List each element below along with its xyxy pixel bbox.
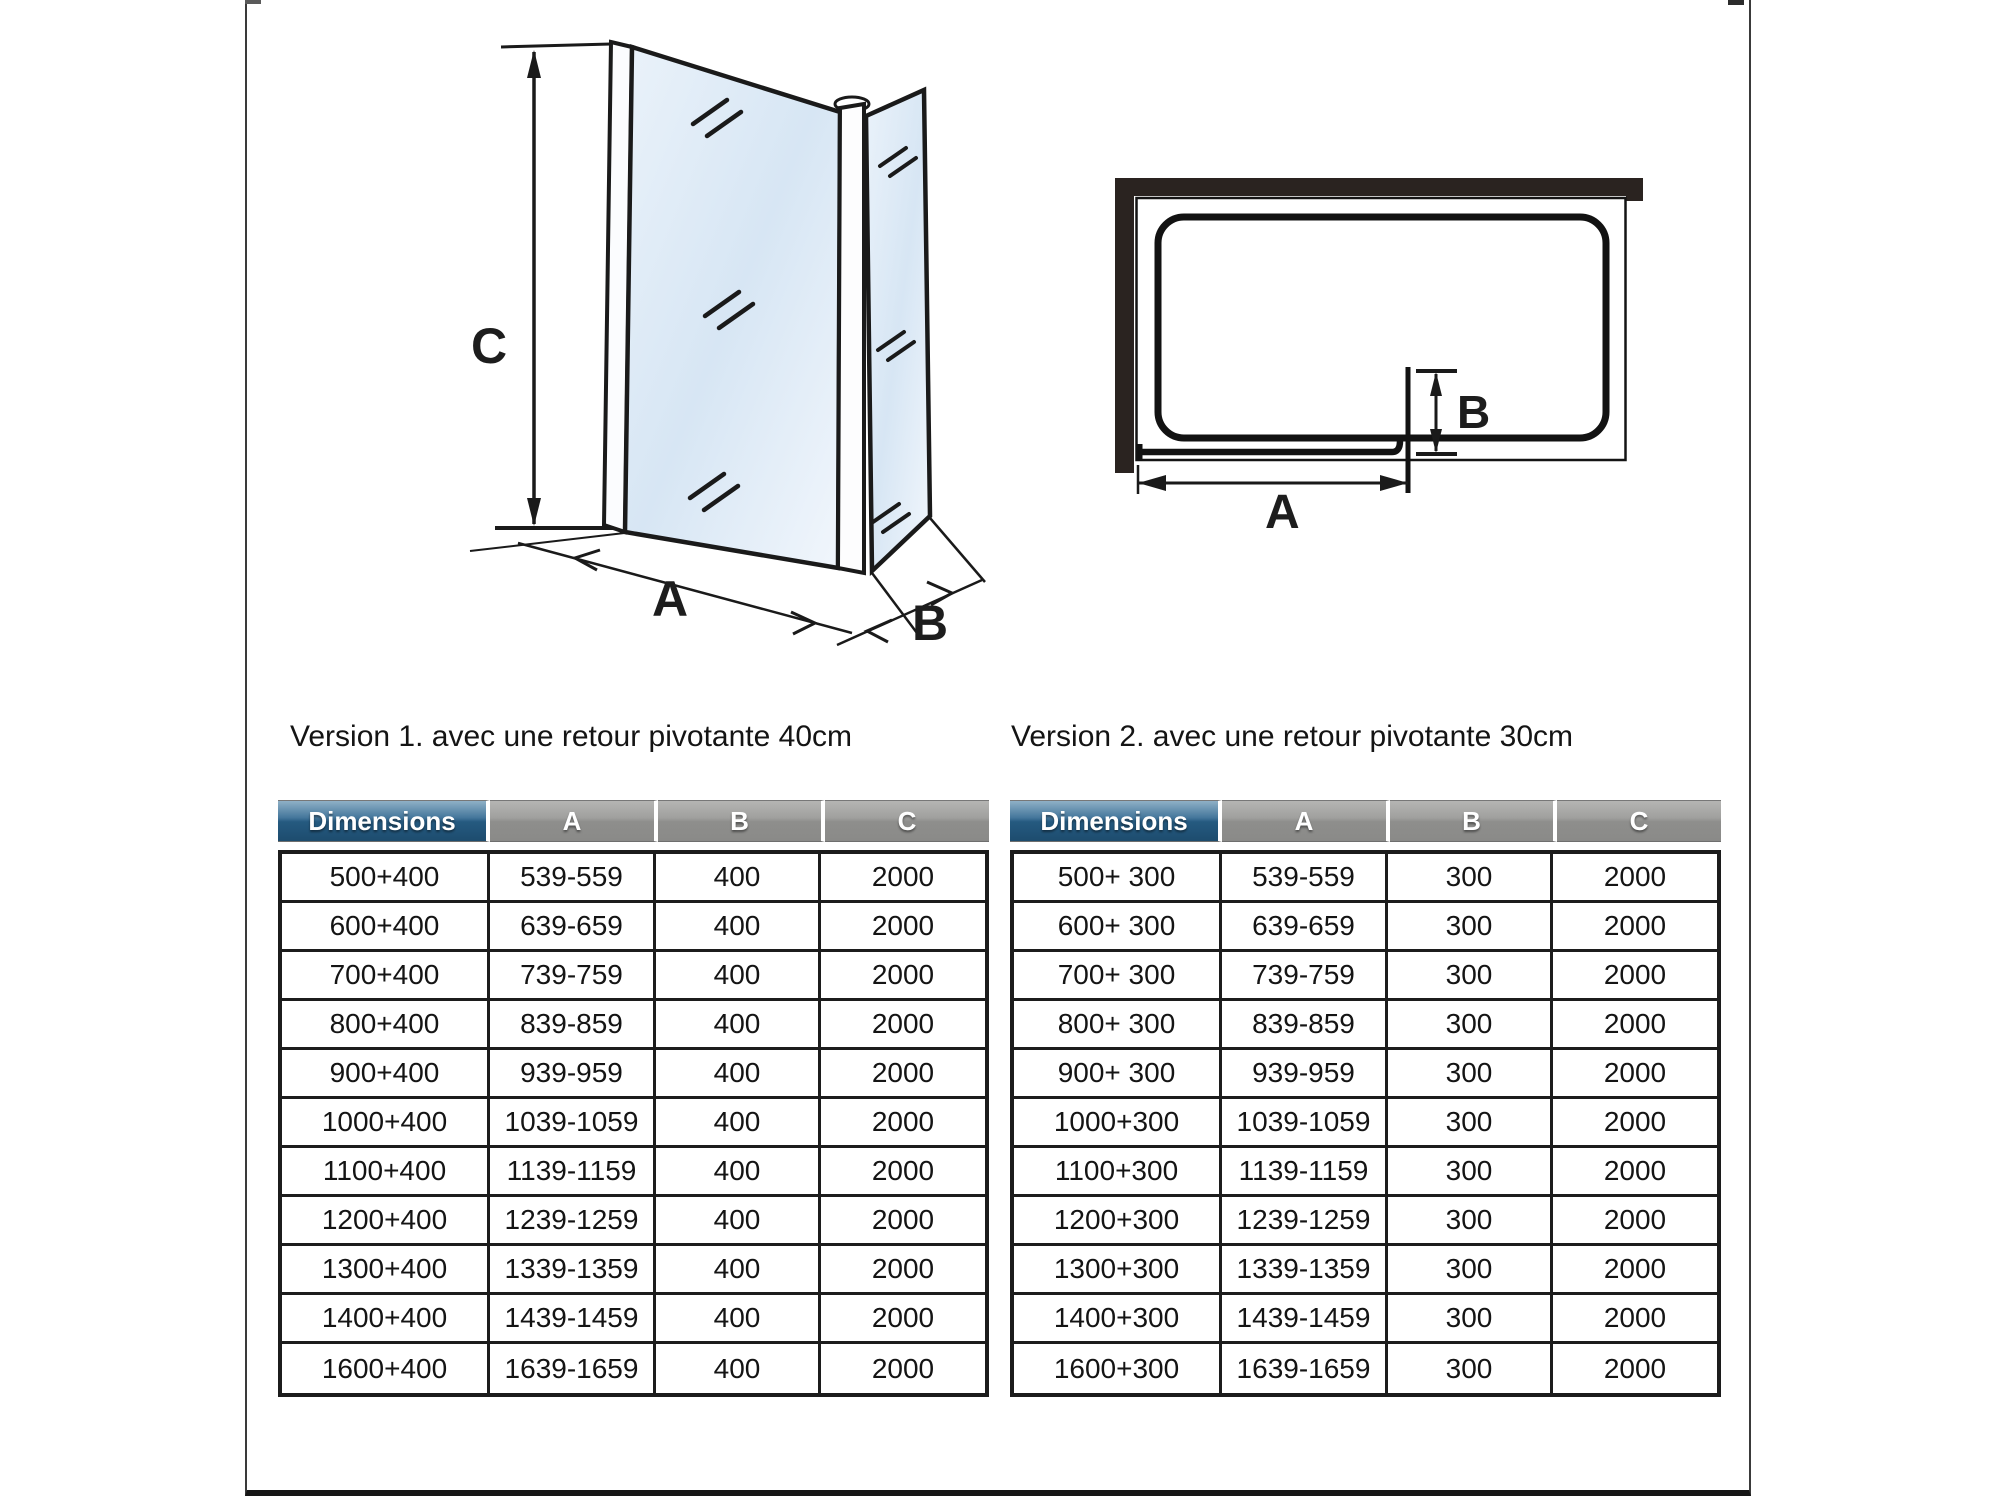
table-row	[1014, 1001, 1717, 1050]
table-cell: 1139-1159	[1222, 1148, 1388, 1194]
return-label: B	[1457, 386, 1491, 438]
table-cell: 900+400	[282, 1050, 490, 1096]
table-cell: 300	[1388, 1295, 1553, 1341]
width-label: A	[1265, 486, 1300, 539]
hinge-post	[838, 104, 864, 573]
table-cell: 1339-1359	[1222, 1246, 1388, 1292]
table-cell: 1600+300	[1014, 1344, 1222, 1393]
table-cell: 1400+400	[282, 1295, 490, 1341]
table-cell: 400	[656, 952, 821, 998]
table-cell: 1439-1459	[490, 1295, 656, 1341]
table-cell: 2000	[1603, 1155, 1667, 1186]
table-cell: 300	[1388, 1197, 1553, 1243]
table-cell: 2000	[1603, 1106, 1667, 1137]
dimension-b	[1416, 371, 1457, 454]
table-cell: 2000	[871, 861, 935, 892]
dimension-table-version-1	[278, 800, 989, 1384]
width-label: A	[652, 571, 689, 627]
table-cell: 400	[656, 1148, 821, 1194]
table-cell: 1200+300	[1014, 1197, 1222, 1243]
table-row	[1014, 1344, 1717, 1393]
table-cell: 1200+400	[282, 1197, 490, 1243]
table-row	[1014, 1246, 1717, 1295]
table-row	[1014, 1099, 1717, 1148]
table-cell: 700+400	[282, 952, 490, 998]
table-cell: 400	[656, 1099, 821, 1145]
column-header-c: C	[1557, 800, 1721, 842]
table-body	[278, 850, 989, 1397]
column-header-b: B	[1390, 800, 1557, 842]
diagram-top-view	[1105, 170, 1665, 590]
table-cell: 500+ 300	[1014, 854, 1222, 900]
table-row	[282, 1344, 985, 1393]
table-body	[1010, 850, 1721, 1397]
table-cell: 300	[1388, 854, 1553, 900]
table-cell: 2000	[871, 1057, 935, 1088]
table-cell: 2000	[1603, 1204, 1667, 1235]
table-row	[282, 1295, 985, 1344]
table-cell: 839-859	[1222, 1001, 1388, 1047]
column-header-b: B	[658, 800, 825, 842]
table-cell: 400	[656, 1246, 821, 1292]
column-header-a: A	[1222, 800, 1390, 842]
table-cell: 939-959	[490, 1050, 656, 1096]
table-cell: 400	[656, 1050, 821, 1096]
table-cell: 400	[656, 854, 821, 900]
column-header-a: A	[490, 800, 658, 842]
table-cell: 400	[656, 903, 821, 949]
diagram-3d-panel	[375, 20, 1005, 685]
table-row	[1014, 903, 1717, 952]
table-cell: 800+400	[282, 1001, 490, 1047]
table-cell: 1239-1259	[1222, 1197, 1388, 1243]
table-row	[1014, 952, 1717, 1001]
enclosure-outline	[1137, 198, 1626, 460]
table-cell: 939-959	[1222, 1050, 1388, 1096]
table-header-row	[1010, 800, 1721, 842]
table-cell: 739-759	[1222, 952, 1388, 998]
table-cell: 300	[1388, 1344, 1553, 1393]
table-cell: 400	[656, 1344, 821, 1393]
table-cell: 2000	[1603, 1253, 1667, 1284]
table-header-row	[278, 800, 989, 842]
table-row	[282, 1246, 985, 1295]
table-row	[282, 1099, 985, 1148]
return-label: B	[912, 595, 949, 651]
table-cell: 1600+400	[282, 1344, 490, 1393]
table-cell: 2000	[1603, 861, 1667, 892]
table-cell: 1100+300	[1014, 1148, 1222, 1194]
table-cell: 300	[1388, 952, 1553, 998]
table-cell: 2000	[871, 1155, 935, 1186]
table-cell: 639-659	[1222, 903, 1388, 949]
glass-panel-plan	[1140, 441, 1400, 461]
table-cell: 400	[656, 1295, 821, 1341]
frame-top-left-mark	[245, 0, 261, 4]
table-cell: 1139-1159	[490, 1148, 656, 1194]
table-cell: 1639-1659	[490, 1344, 656, 1393]
table-cell: 739-759	[490, 952, 656, 998]
table-cell: 400	[656, 1001, 821, 1047]
table-row	[1014, 1197, 1717, 1246]
table-cell: 1039-1059	[1222, 1099, 1388, 1145]
table-cell: 1239-1259	[490, 1197, 656, 1243]
table-cell: 2000	[1603, 1302, 1667, 1333]
table-row	[282, 903, 985, 952]
table-cell: 2000	[871, 1352, 935, 1384]
table-cell: 900+ 300	[1014, 1050, 1222, 1096]
table-cell: 1100+400	[282, 1148, 490, 1194]
dimension-table-version-2	[1010, 800, 1721, 1384]
shower-tray	[1158, 217, 1606, 438]
table-cell: 2000	[871, 1204, 935, 1235]
table-cell: 2000	[1603, 1352, 1667, 1384]
table-cell: 300	[1388, 1050, 1553, 1096]
table-cell: 539-559	[490, 854, 656, 900]
table-cell: 1439-1459	[1222, 1295, 1388, 1341]
wall	[1115, 178, 1643, 473]
version-1-title: Version 1. avec une retour pivotante 40cm	[290, 720, 853, 753]
table-cell: 300	[1388, 1246, 1553, 1292]
table-cell: 700+ 300	[1014, 952, 1222, 998]
table-cell: 2000	[1603, 959, 1667, 990]
table-row	[282, 1001, 985, 1050]
column-header-dimensions: Dimensions	[1010, 800, 1222, 842]
table-cell: 400	[656, 1197, 821, 1243]
table-row	[282, 1050, 985, 1099]
table-cell: 300	[1388, 1001, 1553, 1047]
column-header-c: C	[825, 800, 989, 842]
frame-top-right-mark	[1728, 0, 1744, 5]
table-cell: 1639-1659	[1222, 1344, 1388, 1393]
table-cell: 2000	[1603, 910, 1667, 941]
table-row	[282, 854, 985, 903]
table-cell: 2000	[1603, 1057, 1667, 1088]
table-cell: 2000	[871, 1008, 935, 1039]
column-header-dimensions: Dimensions	[278, 800, 490, 842]
table-cell: 2000	[871, 910, 935, 941]
version-2-title: Version 2. avec une retour pivotante 30cm	[1011, 720, 1574, 753]
table-row	[1014, 1295, 1717, 1344]
table-cell: 800+ 300	[1014, 1001, 1222, 1047]
table-row	[1014, 1050, 1717, 1099]
table-cell: 1300+400	[282, 1246, 490, 1292]
table-cell: 2000	[871, 959, 935, 990]
table-row	[282, 1197, 985, 1246]
height-label: C	[471, 318, 508, 374]
table-cell: 600+ 300	[1014, 903, 1222, 949]
table-cell: 1400+300	[1014, 1295, 1222, 1341]
table-row	[282, 952, 985, 1001]
table-cell: 300	[1388, 1099, 1553, 1145]
table-cell: 539-559	[1222, 854, 1388, 900]
table-cell: 1000+400	[282, 1099, 490, 1145]
table-cell: 2000	[871, 1106, 935, 1137]
table-cell: 2000	[1603, 1008, 1667, 1039]
table-cell: 639-659	[490, 903, 656, 949]
table-cell: 2000	[871, 1253, 935, 1284]
table-cell: 1000+300	[1014, 1099, 1222, 1145]
table-cell: 500+400	[282, 854, 490, 900]
table-row	[1014, 854, 1717, 903]
table-cell: 2000	[871, 1302, 935, 1333]
table-cell: 839-859	[490, 1001, 656, 1047]
return-glass-panel	[866, 90, 930, 571]
table-cell: 300	[1388, 1148, 1553, 1194]
table-cell: 1039-1059	[490, 1099, 656, 1145]
table-cell: 1300+300	[1014, 1246, 1222, 1292]
table-cell: 1339-1359	[490, 1246, 656, 1292]
table-row	[1014, 1148, 1717, 1197]
table-cell: 300	[1388, 903, 1553, 949]
table-cell: 600+400	[282, 903, 490, 949]
table-row	[282, 1148, 985, 1197]
